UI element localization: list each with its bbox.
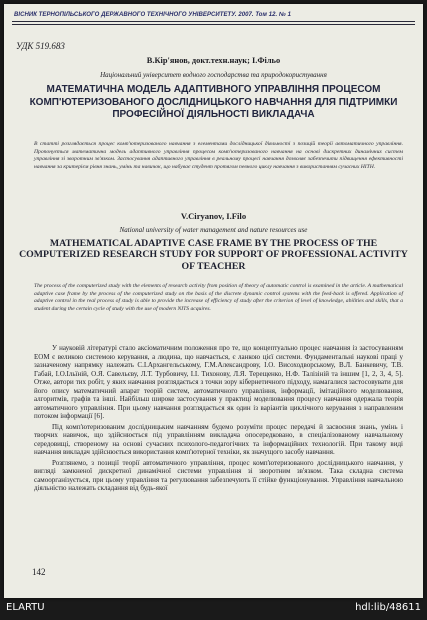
udk-code: УДК 519.683	[16, 41, 65, 51]
page-number: 142	[32, 567, 46, 577]
abstract-en: The process of the computerized study with the elements of research activity from position of theory of automatic control is examined in the article. A mathematical adaptive case frame by the process of the computerized study on the basis of the discrete dynamic control systems with the feed-back is offered. Application of adaptive control in the real process of study is able to provide the increase of efficiency of study after the criterion of level of knowledge, abilities and skills, that a student during the certain cycle of study with the use of modern NITS acquires.	[34, 283, 403, 312]
abstract-ua: В статті розглядається процес комп'ютеризованого навчання з елементами дослідницької діяльності з позицій теорії автоматичного управління. Пропонується математична модель адаптивного управління процесом комп'ютеризованого навчання на основі дискретних динамічних систем управління зі зворотним зв'язком. Застосування адаптивного управління в реальному процесі навчання дозволяє забезпечити підвищення ефективності навчання за критерієм рівня знань, умінь та навичок, що набуває студент протягом певного циклу навчання з використанням сучасних НІТН.	[34, 141, 403, 170]
header-rule-top	[12, 21, 415, 22]
viewer-footer	[0, 598, 427, 620]
header-rule-bottom	[12, 24, 415, 25]
authors-ua: В.Кір'янов, докт.техн.наук; І.Фільо	[146, 56, 281, 65]
body-paragraph: У науковій літературі стало аксіоматичним положення про те, що концептуально процес навчання із застосуванням ЕОМ є великою системою керування, а людина, що навчається, є ланкою цієї системи. Фундаментальні наукові праці у зазначеному напрямку належать С.І.Архангельському, Г.М.Александрову, І.О. Висоходворському, В.Л. Банкевичу, Т.В. Габай, І.О.Ільїній, О.Я. Савельєву, Л.Т. Турбовичу, І.І. Тихонову, Л.Я. Терещенко, Н.Ф. Талізіній та іншим [1, 2, 3, 4, 5]. Отже, автори тих робіт, у яких навчання розглядається з точки зору кібернетичного підходу, намагалися застосовувати для його опису математичний апарат теорій систем, автоматичного управління, інформації, імітаційного моделювання, алгоритмів, графів та інші. Найбільш широке застосування у практиці моделювання процесу навчання одержала теорія автоматичного управління. При цьому навчання розглядається як один із варіантів циклічного керування з направленим потоком інформації [6].	[34, 344, 403, 420]
body-paragraph: Під комп'ютеризованим дослідницьким навчанням будемо розуміти процес передачі й засвоєння знань, умінь і творчих навичок, що здійснюється під управлінням викладача опосередковано, в спеціалізованому навчальному середовищі, створеному на основі сучасних психолого-педагогічних та інформаційних технологій. При такому виді навчання викладач здійснюється використання комп'ютерної техніки, як значущого засобу навчання.	[34, 422, 403, 456]
article-title-en: MATHEMATICAL ADAPTIVE CASE FRAME BY THE PROCESS OF THE COMPUTERIZED RESEARCH STUDY FOR SUPPORT OF PROFESSIONAL ACTIVITY OF TEACHER	[19, 238, 408, 272]
affiliation-ua: Національний університет водного господарства та природокористування	[100, 71, 327, 79]
article-title-ua: МАТЕМАТИЧНА МОДЕЛЬ АДАПТИВНОГО УПРАВЛІННЯ ПРОЦЕСОМ КОМП'ЮТЕРИЗОВАНОГО ДОСЛІДНИЦЬКОГО НАВЧАННЯ ДЛЯ ПІДТРИМКИ ПРОФЕСІЙНОЇ ДІЯЛЬНОСТІ ВИКЛАДАЧА	[29, 84, 398, 121]
authors-en: V.Ciryanov, I.Filo	[180, 211, 247, 221]
article-body	[34, 344, 403, 495]
body-paragraph: Розглянемо, з позиції теорії автоматичного управління, процес комп'ютеризованого дослідницького навчання, у вигляді замкненої дискретної динамічної системи управління зі зворотним зв'язком. Така складна система самоорганізується, при цьому управління та регулювання забезпечують її стійке функціонування. Управління навчальною діяльністю належать складання від будь-якої	[34, 458, 403, 492]
repository-label: ELARTU	[6, 602, 45, 613]
affiliation-en: National university of water management and nature resources use	[119, 226, 308, 234]
handle-label: hdl:lib/48611	[355, 602, 421, 613]
journal-page	[4, 4, 423, 598]
journal-running-header: ВІСНИК ТЕРНОПІЛЬСЬКОГО ДЕРЖАВНОГО ТЕХНІЧНОГО УНІВЕРСИТЕТУ. 2007. Том 12. № 1	[14, 12, 291, 18]
